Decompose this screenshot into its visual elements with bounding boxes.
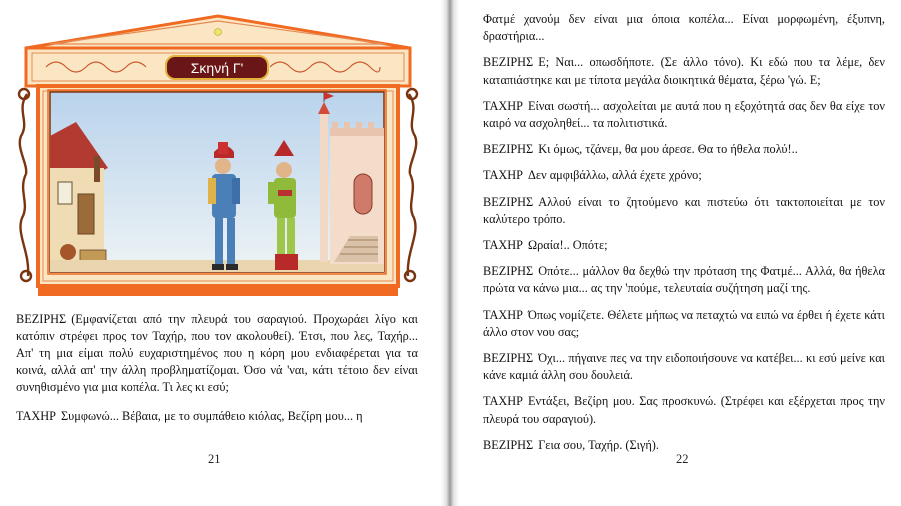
- dialogue-text: Ε; Ναι... οπωσδήποτε. (Σε άλλο τόνο). Κι εδώ που τα λέμε, δεν καταπιάστηκε και με τίποτα μεγάλα διοικητικά θέματα, ξέρω 'γώ. Ε;: [483, 55, 885, 87]
- speaker-name: ΒΕΖΙΡΗΣ: [483, 55, 534, 70]
- dialogue-text: Είναι σωστή... ασχολείται με αυτά που η εξοχότητά σας δεν θα είχε τον καιρό να ασχοληθεί... τα πολιτιστικά.: [483, 98, 885, 131]
- speaker-name: ΤΑΧΗΡ: [483, 307, 524, 322]
- speaker-name: ΤΑΧΗΡ: [16, 409, 57, 423]
- dialogue-line: [483, 263, 885, 297]
- speaker-name: ΒΕΖΙΡΗΣ: [483, 437, 534, 452]
- dialogue-line: [16, 311, 418, 396]
- dialogue-line: [483, 307, 885, 341]
- speaker-name: ΤΑΧΗΡ: [483, 98, 524, 113]
- dialogue-text: Φατμέ χανούμ δεν είναι μια όποια κοπέλα... Είναι μορφωμένη, έξυπνη, δραστήρια...: [483, 12, 885, 44]
- speaker-name: ΤΑΧΗΡ: [483, 168, 524, 183]
- dialogue-text: Συμφωνώ... Βέβαια, με το συμπάθειο κιόλας, Βεζίρη μου... η: [61, 409, 363, 423]
- left-page: [0, 0, 441, 506]
- dialogue-text: Γεια σου, Ταχήρ. (Σιγή).: [538, 437, 659, 452]
- speaker-name: ΤΑΧΗΡ: [483, 394, 524, 409]
- speaker-name: ΒΕΖΙΡΗΣ: [483, 264, 534, 279]
- right-page: [459, 0, 901, 506]
- speaker-name: ΤΑΧΗΡ: [483, 238, 524, 253]
- dialogue-text: Όχι... πήγαινε πες να την ειδοποιήσουνε να κατέβει... κι εσύ μείνε και κάνε καμιά άλλη σου δουλειά.: [483, 351, 885, 383]
- speaker-name: ΒΕΖΙΡΗΣ: [483, 351, 534, 366]
- dialogue-line: [483, 11, 885, 45]
- dialogue-text: Κι όμως, τζάνεμ, θα μου άρεσε. Θα το ήθελα πολύ!..: [538, 142, 798, 157]
- dialogue-line: [483, 350, 885, 384]
- dialogue-text: Εντάξει, Βεζίρη μου. Σας προσκυνώ. (Στρέφει και εξέρχεται προς την πλευρά του σαραγιού).: [483, 394, 885, 426]
- dialogue-text: Αλλού είναι το ζητούμενο και πιστεύω ότι τακτοποιείται με τον καλύτερο τρόπο.: [483, 194, 885, 226]
- dialogue-line: [483, 194, 885, 228]
- dialogue-line: [483, 54, 885, 88]
- dialogue-line: [16, 408, 418, 425]
- dialogue-text: Όπως νομίζετε. Θέλετε μήπως να πεταχτώ να ειπώ να έρθει ή έχετε κάτι άλλο στον νου σας;: [483, 307, 885, 339]
- dialogue-text: Ωραία!.. Οπότε;: [528, 238, 608, 253]
- dialogue-text: Δεν αμφιβάλλω, αλλά έχετε χρόνο;: [528, 168, 702, 183]
- right-page-text: [483, 11, 885, 463]
- dialogue-line: [483, 98, 885, 132]
- speaker-name: ΒΕΖΙΡΗΣ: [483, 194, 534, 209]
- book-gutter: [441, 0, 459, 506]
- dialogue-line: [483, 141, 885, 158]
- page-number: 21: [208, 452, 221, 466]
- puppet-theatre-illustration: [16, 14, 420, 299]
- dialogue-text: (Εμφανίζεται από την πλευρά του σαραγιού. Προχωράει λίγο και κατόπιν στρέφει προς τον Ταχήρ, που τον ακολουθεί). Έτσι, που λες, Ταχήρ... Απ' τη μια είμαι πολύ ευχαριστημένος που η κόρη μου ενδιαφέρεται για τα κοινά, αλλά απ' την άλλη προβληματίζομαι. Όσο νά 'ναι, κάτι τέτοιο δεν είναι συνηθισμένο για μια κοπέλα. Τι λες κι εσύ;: [16, 312, 418, 394]
- speaker-name: ΒΕΖΙΡΗΣ: [16, 312, 67, 326]
- page-number: 22: [676, 452, 689, 466]
- dialogue-text: Οπότε... μάλλον θα δεχθώ την πρόταση της Φατμέ... Αλλά, θα ήθελα πρώτα να κάνω μια... ας την 'πούμε, τελευταία συζήτηση μαζί της.: [483, 264, 885, 296]
- speaker-name: ΒΕΖΙΡΗΣ: [483, 142, 534, 157]
- dialogue-line: [483, 237, 885, 254]
- dialogue-line: [483, 393, 885, 427]
- dialogue-line: [483, 167, 885, 184]
- left-page-text: [16, 311, 418, 437]
- scene-title: Σκηνή Γ': [190, 60, 244, 76]
